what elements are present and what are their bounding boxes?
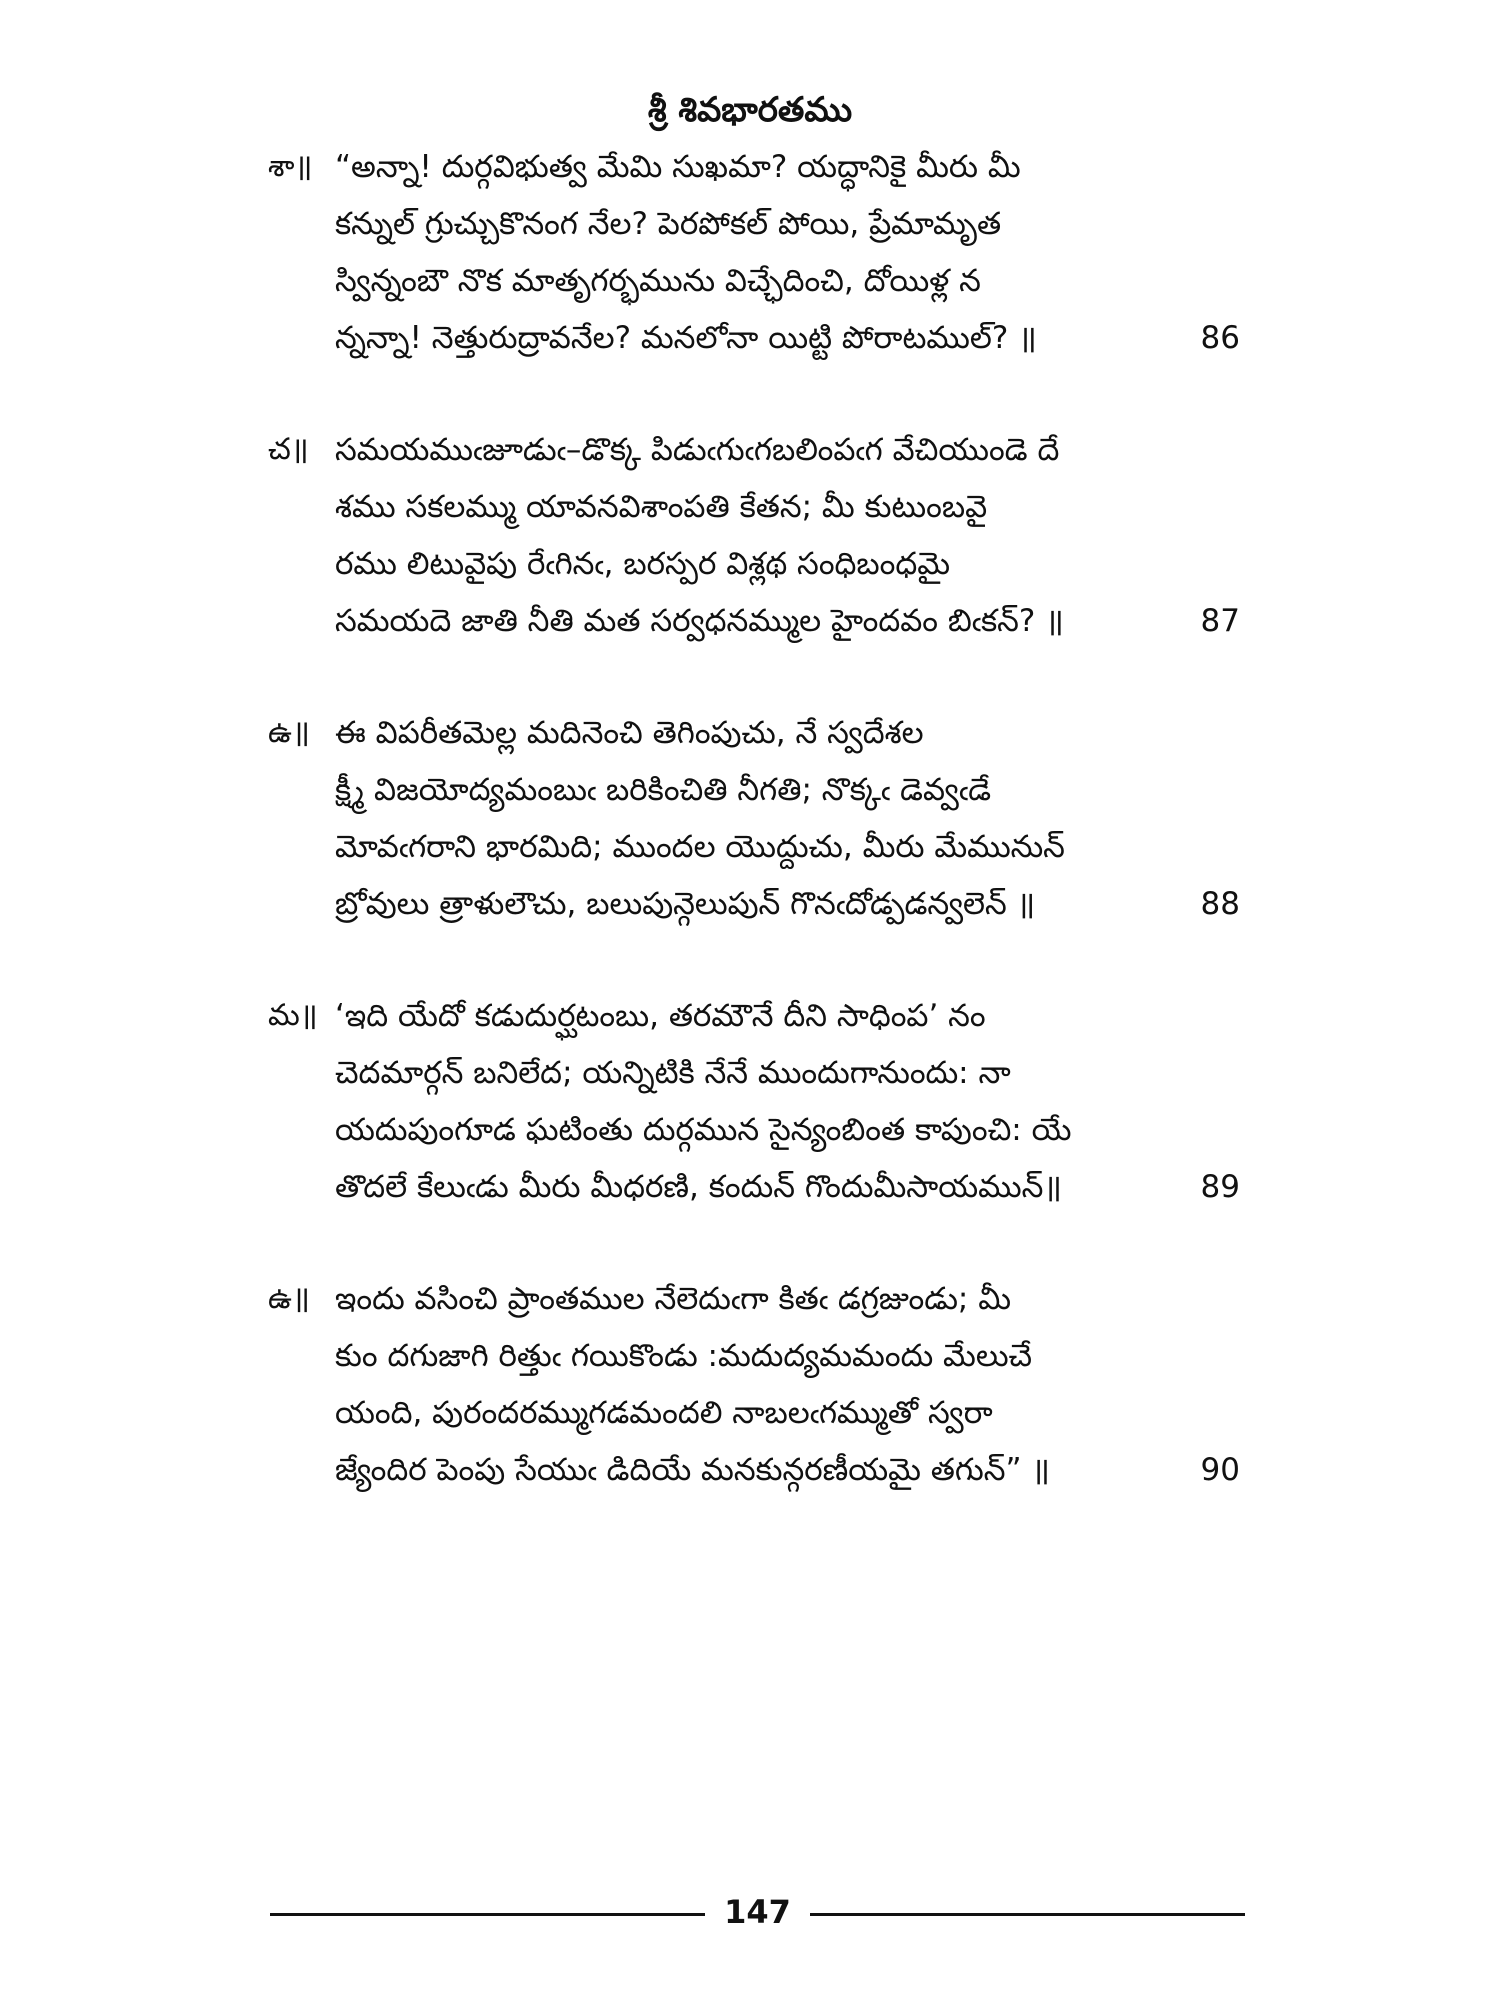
verse-line: బ్రోవులు త్రాళులౌచు, బలుపున్గెలుపున్ గొనఁదోడ్పడన్వలెన్ ॥	[335, 886, 1036, 922]
verse-line: చెదమార్గన్ బనిలేద; యన్నిటికి నేనే ముందుగానుందు: నా	[335, 1055, 1011, 1091]
meter-label: ఉ॥	[268, 1281, 310, 1316]
verse-line: క్ష్మీ విజయోద్యమంబుఁ బరికించితి నీగతి; నొక్కఁ డెవ్వఁడే	[335, 772, 992, 808]
verse-line: తొదలే కేలుఁడు మీరు మీధరణి, కందున్ గొందుమీసాయమున్॥	[335, 1169, 1062, 1205]
verse-number: 86	[1200, 320, 1240, 356]
verse-line: సమయదె జాతి నీతి మత సర్వధనమ్ముల హైందవం బిఁకన్? ॥	[335, 603, 1064, 639]
meter-label: ఉ॥	[268, 715, 310, 750]
page-number: 147	[724, 1893, 791, 1931]
verse-line: స్విన్నంబౌ నొక మాతృగర్భమును విచ్ఛేదించి, దోయిళ్ల న	[335, 263, 981, 299]
verse-line: ఇందు వసించి ప్రాంతముల నేలెదుఁగా కితఁ డగ్రజుండు; మీ	[335, 1281, 1012, 1317]
verse-line: ‘ఇది యేదో కడుదుర్ఘటంబు, తరమౌనే దీని సాధింప’ నం	[335, 998, 986, 1034]
verse-line: జ్యేందిర పెంపు సేయుఁ డిదియే మనకున్గరణీయమై తగున్” ॥	[335, 1452, 1050, 1488]
meter-label: చ॥	[268, 432, 309, 467]
verse-line: రము లిటువైపు రేఁగినఁ, బరస్పర విశ్లథ సంధిబంధమై	[335, 546, 951, 582]
footer-rule-right	[810, 1913, 1245, 1916]
verse-number: 89	[1200, 1169, 1240, 1205]
verse-line: ఈ విపరీతమెల్ల మదినెంచి తెగింపుచు, నే స్వదేశల	[335, 715, 924, 751]
verse-line: కన్నుల్ గ్రుచ్చుకొనంగ నేల? పెరపోకల్ పోయి, ప్రేమామృత	[335, 206, 1002, 242]
meter-label: శా॥	[268, 149, 313, 184]
footer-rule-left	[270, 1913, 705, 1916]
verse-number: 90	[1200, 1452, 1240, 1488]
verse-number: 88	[1200, 886, 1240, 922]
verse-line: సమయముఁజూడుఁ–డొక్క పిడుఁగుఁగబలింపఁగ వేచియుండె దే	[335, 432, 1060, 468]
verse-line: యదుపుంగూడ ఘటింతు దుర్గమున సైన్యంబింత కాపుంచి: యే	[335, 1112, 1072, 1148]
meter-label: మ॥	[268, 998, 318, 1033]
verse-line: యంది, పురందరమ్ముగడమందలి నాబలఁగమ్ముతో స్వరా	[335, 1395, 993, 1431]
verse-line: న్నన్నా! నెత్తురుద్రావనేల? మనలోనా యిట్టి పోరాటముల్? ॥	[335, 320, 1037, 356]
page-title: శ్రీ శివభారతము	[647, 90, 853, 130]
verse-line: “అన్నా! దుర్గవిభుత్వ మేమి సుఖమా? యద్ధానికై మీరు మీ	[335, 149, 1021, 185]
verse-number: 87	[1200, 603, 1240, 639]
page-footer	[270, 1890, 1245, 1934]
verse-line: కుం దగుజాగి రిత్తుఁ గయికొండు :మదుద్యమమందు మేలుచే	[335, 1338, 1033, 1374]
verse-line: శము సకలమ్ము యావనవిశాంపతి కేతన; మీ కుటుంబవై	[335, 489, 988, 525]
verse-line: మోవఁగరాని భారమిది; ముందల యొద్దుచు, మీరు మేమునున్	[335, 829, 1065, 865]
